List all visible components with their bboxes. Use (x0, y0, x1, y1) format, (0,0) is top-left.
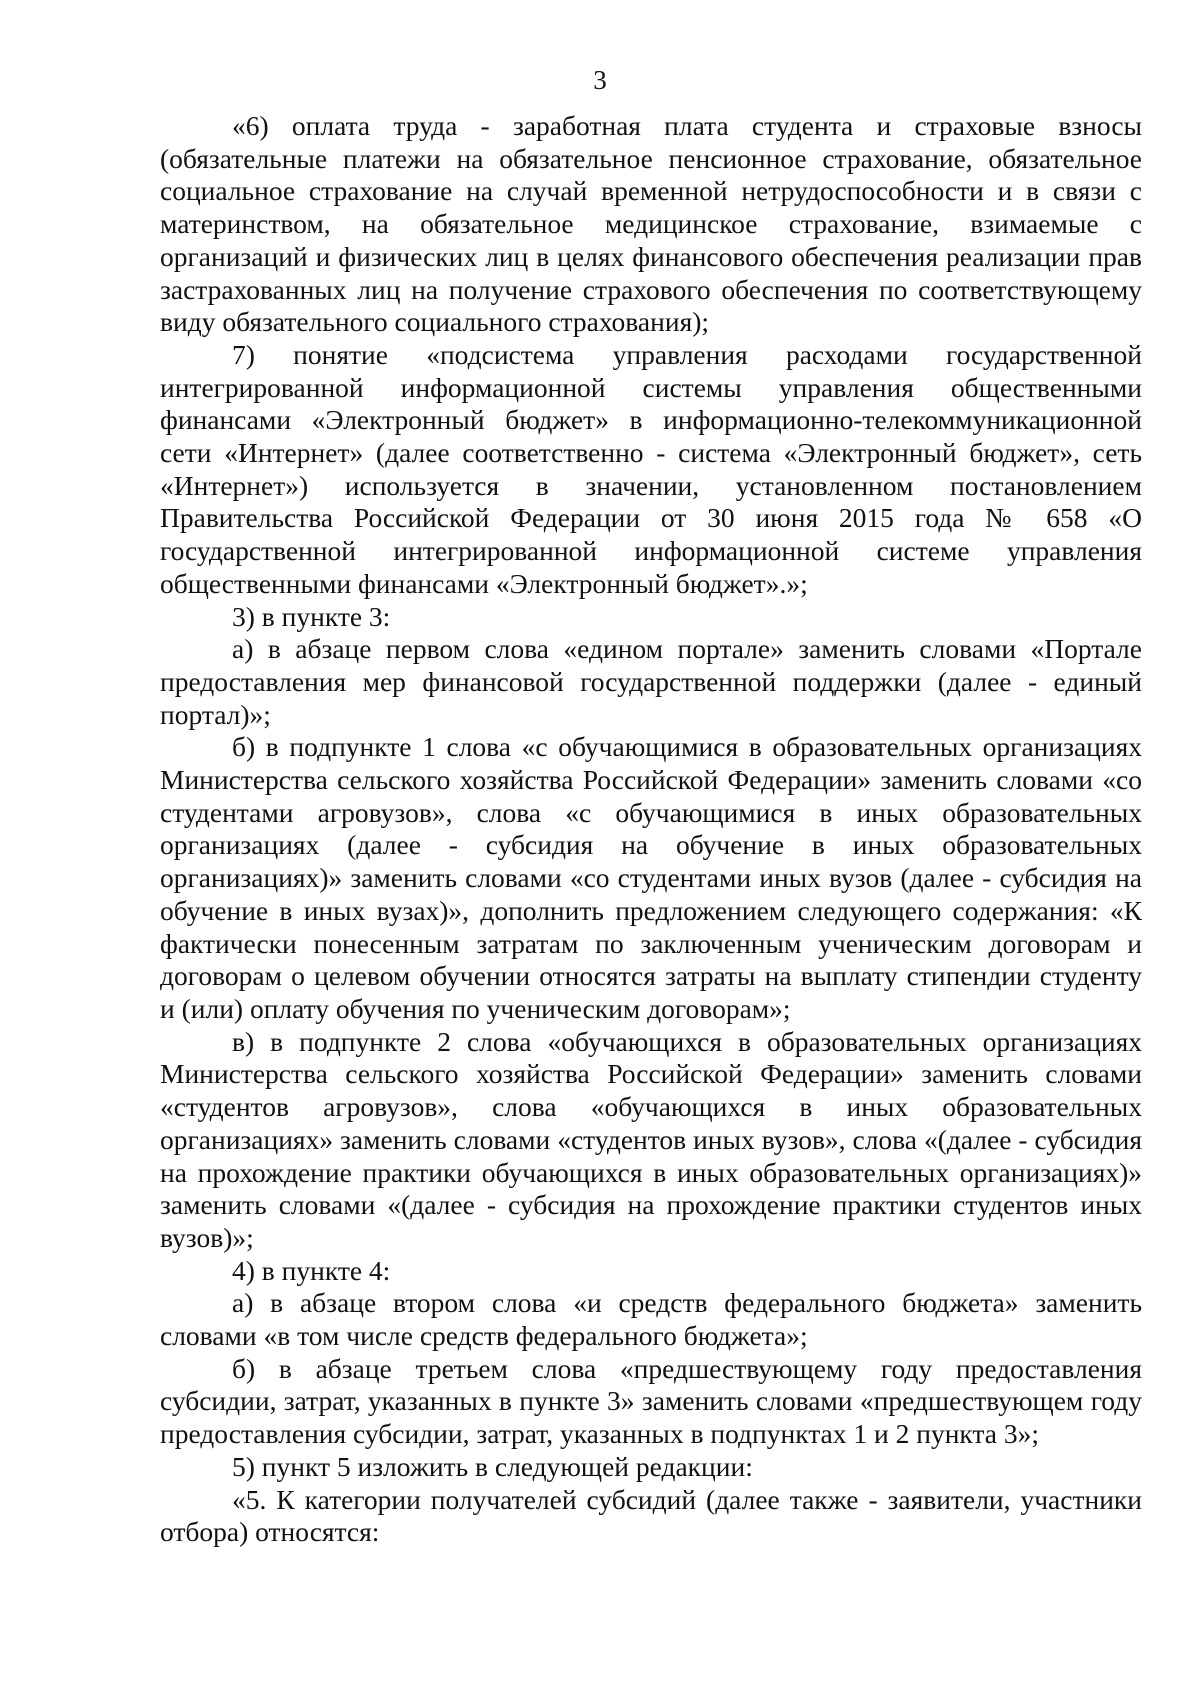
paragraph-point-4-heading: 4) в пункте 4: (232, 1254, 391, 1286)
paragraph-point-4-b: б) в абзаце третьем слова «предшествующему году предоставления субсидии, затрат, указанных в пункте 3» заменить словами «предшествующем году предоставления субсидии, затрат, указанных в подпунктах 1 и 2 пункта 3»; (160, 1352, 1142, 1450)
paragraph-point-3-b: б) в подпункте 1 слова «с обучающимися в образовательных организациях Министерства сельского хозяйства Российской Федерации» заменить словами «со студентами агровузов», слова «с обучающимися в иных образовательных организациях (далее - субсидия на обучение в иных образовательных организациях)» заменить словами «со студентами иных вузов (далее - субсидия на обучение в иных вузах)», дополнить предложением следующего содержания: «К фактически понесенным затратам по заключенным ученическим договорам и договорам о целевом обучении относятся затраты на выплату стипендии студенту и (или) оплату обучения по ученическим договорам»; (160, 731, 1142, 1024)
document-body (160, 110, 1142, 1549)
paragraph-item-6-wages: «6) оплата труда - заработная плата студента и страховые взносы (обязательные платежи на обязательное пенсионное страхование, обязательное социальное страхование на случай временной нетрудоспособности и в связи с материнством, на обязательное медицинское страхование, взимаемые с организаций и физических лиц в целях финансового обеспечения реализации прав застрахованных лиц на получение страхового обеспечения по соответствующему виду обязательного социального страхования); (160, 110, 1142, 338)
paragraph-point-4-a: а) в абзаце втором слова «и средств федерального бюджета» заменить словами «в том числе средств федерального бюджета»; (160, 1287, 1142, 1352)
paragraph-point-5-heading: 5) пункт 5 изложить в следующей редакции: (232, 1450, 753, 1482)
paragraph-point-5-text: «5. К категории получателей субсидий (далее также - заявители, участники отбора) относятся: (160, 1483, 1142, 1548)
paragraph-point-3-a: а) в абзаце первом слова «едином портале» заменить словами «Портале предоставления мер финансовой государственной поддержки (далее - единый портал)»; (160, 633, 1142, 730)
paragraph-point-3-heading: 3) в пункте 3: (232, 600, 391, 632)
paragraph-item-7-electronic-budget: 7) понятие «подсистема управления расходами государственной интегрированной информационной системы управления общественными финансами «Электронный бюджет» в информационно-телекоммуникационной сети «Интернет» (далее соответственно - система «Электронный бюджет», сеть «Интернет») используется в значении, установленном постановлением Правительства Российской Федерации от 30 июня 2015 года № 658 «О государственной интегрированной информационной системе управления общественными финансами «Электронный бюджет».»; (160, 338, 1142, 599)
page-number: 3 (593, 65, 607, 95)
paragraph-point-3-v: в) в подпункте 2 слова «обучающихся в образовательных организациях Министерства сельского хозяйства Российской Федерации» заменить словами «студентов агровузов», слова «обучающихся в иных образовательных организациях» заменить словами «студентов иных вузов», слова «(далее - субсидия на прохождение практики обучающихся в иных образовательных организациях)» заменить словами «(далее - субсидия на прохождение практики студентов иных вузов)»; (160, 1025, 1142, 1253)
